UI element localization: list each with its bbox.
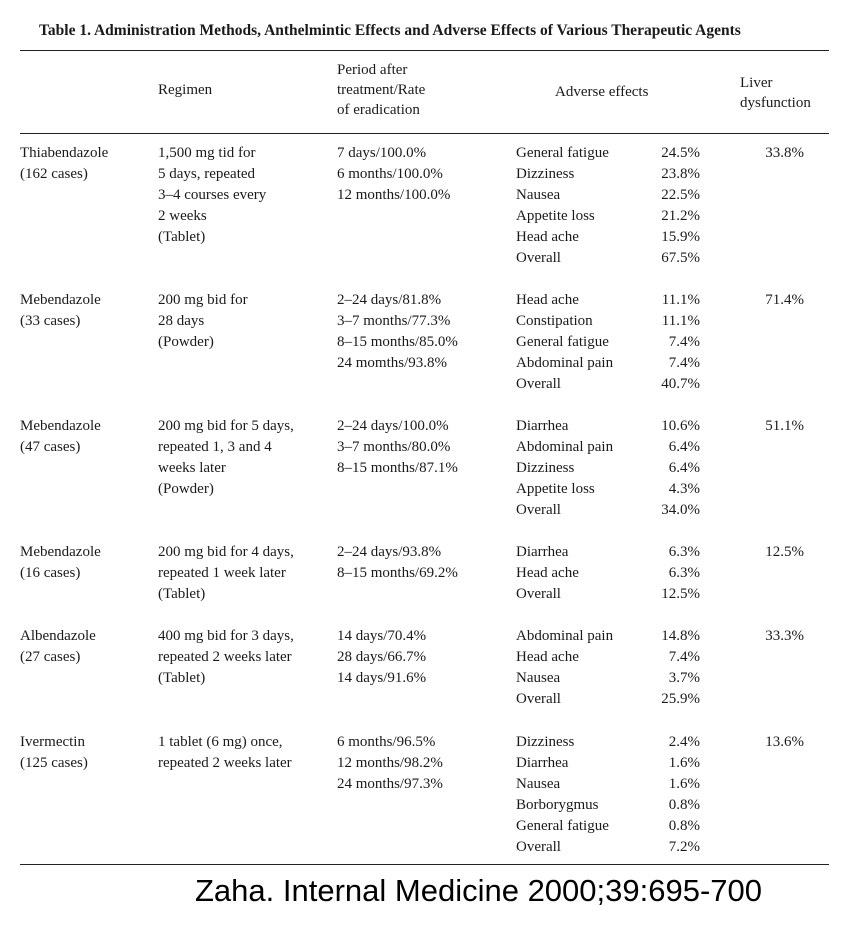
adverse-effect-cell-line: Dizziness [516, 166, 575, 182]
adverse-percent-cell-line: 21.2% [661, 208, 700, 224]
period-cell [337, 542, 458, 584]
drug-cell-line: Mebendazole [20, 544, 101, 560]
adverse-percent-cell-line: 24.5% [661, 145, 700, 161]
drug-cell-line: (47 cases) [20, 439, 81, 455]
regimen-cell-line: 1 tablet (6 mg) once, [158, 734, 283, 750]
adverse-percent-cell [640, 143, 700, 269]
adverse-percent-cell-line: 25.9% [661, 691, 700, 707]
period-cell [337, 143, 450, 206]
drug-cell [20, 732, 88, 774]
adverse-effect-cell-line: Nausea [516, 776, 561, 792]
period-cell-line: 14 days/70.4% [337, 628, 427, 644]
citation: Zaha. Internal Medicine 2000;39:695-700 [195, 873, 763, 908]
adverse-percent-cell-line: 11.1% [661, 313, 700, 329]
header-liver-dysfunction [740, 73, 811, 113]
regimen-cell-line: 2 weeks [158, 208, 207, 224]
adverse-percent-cell [640, 290, 700, 395]
adverse-effect-cell-line: Diarrhea [516, 544, 569, 560]
header-liver-line: Liver [740, 75, 773, 91]
header-regimen: Regimen [158, 82, 213, 98]
regimen-cell-line: repeated 2 weeks later [158, 649, 292, 665]
adverse-percent-cell-line: 0.8% [668, 797, 700, 813]
drug-cell [20, 290, 101, 332]
regimen-cell-line: (Powder) [158, 481, 214, 497]
adverse-effect-cell [516, 143, 609, 269]
adverse-percent-cell [640, 732, 700, 858]
drug-cell-line: (33 cases) [20, 313, 81, 329]
adverse-effect-cell-line: Overall [516, 586, 561, 602]
regimen-cell [158, 542, 294, 605]
adverse-effect-cell-line: Dizziness [516, 460, 575, 476]
header-period-line: Period after [337, 62, 408, 78]
adverse-effect-cell-line: Appetite loss [516, 481, 595, 497]
regimen-cell-line: (Tablet) [158, 586, 206, 602]
regimen-cell-line: weeks later [158, 460, 226, 476]
adverse-effect-cell-line: Overall [516, 376, 561, 392]
adverse-effect-cell-line: Head ache [516, 292, 579, 308]
adverse-percent-cell-line: 40.7% [661, 376, 700, 392]
regimen-cell-line: 200 mg bid for 5 days, [158, 418, 294, 434]
adverse-effect-cell-line: Overall [516, 250, 561, 266]
top-rule [20, 50, 829, 51]
adverse-effect-cell-line: Abdominal pain [516, 628, 614, 644]
period-cell-line: 24 months/97.3% [337, 776, 443, 792]
adverse-percent-cell-line: 2.4% [668, 734, 700, 750]
liver-dysfunction-cell: 51.1% [765, 418, 804, 434]
adverse-percent-cell-line: 7.2% [668, 839, 700, 855]
period-cell [337, 626, 426, 689]
period-cell-line: 3–7 months/80.0% [337, 439, 451, 455]
adverse-percent-cell-line: 15.9% [661, 229, 700, 245]
header-liver-line: dysfunction [740, 95, 811, 111]
drug-cell-line: (27 cases) [20, 649, 81, 665]
period-cell-line: 12 months/100.0% [337, 187, 451, 203]
adverse-percent-cell-line: 1.6% [668, 755, 700, 771]
header-rule [20, 133, 829, 134]
adverse-percent-cell-line: 0.8% [668, 818, 700, 834]
adverse-effect-cell-line: General fatigue [516, 145, 609, 161]
adverse-percent-cell-line: 1.6% [668, 776, 700, 792]
liver-dysfunction-cell: 71.4% [765, 292, 804, 308]
regimen-cell-line: (Tablet) [158, 229, 206, 245]
adverse-effect-cell-line: Head ache [516, 229, 579, 245]
drug-cell-line: Ivermectin [20, 734, 85, 750]
adverse-percent-cell-line: 67.5% [661, 250, 700, 266]
adverse-effect-cell [516, 626, 613, 710]
regimen-cell-line: 3–4 courses every [158, 187, 267, 203]
adverse-percent-cell [640, 416, 700, 521]
header-period-line: treatment/Rate [337, 82, 426, 98]
regimen-cell-line: 1,500 mg tid for [158, 145, 256, 161]
adverse-effect-cell-line: Diarrhea [516, 755, 569, 771]
adverse-effect-cell-line: Nausea [516, 670, 561, 686]
drug-cell-line: (125 cases) [20, 755, 88, 771]
adverse-percent-cell-line: 11.1% [661, 292, 700, 308]
adverse-percent-cell-line: 6.3% [668, 544, 700, 560]
adverse-effect-cell-line: General fatigue [516, 818, 609, 834]
period-cell-line: 28 days/66.7% [337, 649, 427, 665]
regimen-cell-line: (Powder) [158, 334, 214, 350]
period-cell-line: 8–15 months/87.1% [337, 460, 458, 476]
header-adverse-effects: Adverse effects [555, 84, 649, 100]
adverse-effect-cell-line: Diarrhea [516, 418, 569, 434]
regimen-cell-line: (Tablet) [158, 670, 206, 686]
regimen-cell-line: 400 mg bid for 3 days, [158, 628, 294, 644]
regimen-cell-line: repeated 1, 3 and 4 [158, 439, 272, 455]
period-cell-line: 6 months/100.0% [337, 166, 443, 182]
drug-cell-line: Mebendazole [20, 418, 101, 434]
adverse-percent-cell-line: 3.7% [668, 670, 700, 686]
adverse-effect-cell [516, 416, 613, 521]
adverse-percent-cell-line: 7.4% [668, 355, 700, 371]
regimen-cell [158, 290, 248, 353]
adverse-effect-cell-line: Dizziness [516, 734, 575, 750]
period-cell [337, 290, 458, 374]
adverse-effect-cell [516, 542, 579, 605]
period-cell-line: 6 months/96.5% [337, 734, 436, 750]
period-cell-line: 7 days/100.0% [337, 145, 427, 161]
adverse-percent-cell-line: 23.8% [661, 166, 700, 182]
adverse-percent-cell-line: 12.5% [661, 586, 700, 602]
adverse-effect-cell-line: Constipation [516, 313, 593, 329]
adverse-effect-cell-line: General fatigue [516, 334, 609, 350]
liver-dysfunction-cell: 12.5% [765, 544, 804, 560]
period-cell-line: 2–24 days/81.8% [337, 292, 442, 308]
drug-cell-line: Albendazole [20, 628, 96, 644]
adverse-percent-cell-line: 10.6% [661, 418, 700, 434]
regimen-cell [158, 732, 292, 774]
regimen-cell-line: 200 mg bid for 4 days, [158, 544, 294, 560]
period-cell [337, 416, 458, 479]
period-cell-line: 2–24 days/100.0% [337, 418, 449, 434]
header-period [337, 60, 425, 120]
adverse-percent-cell-line: 22.5% [661, 187, 700, 203]
period-cell-line: 12 months/98.2% [337, 755, 443, 771]
drug-cell [20, 416, 101, 458]
adverse-effect-cell-line: Head ache [516, 565, 579, 581]
regimen-cell-line: repeated 2 weeks later [158, 755, 292, 771]
adverse-effect-cell-line: Overall [516, 691, 561, 707]
bottom-rule [20, 864, 829, 865]
drug-cell [20, 626, 96, 668]
drug-cell-line: Thiabendazole [20, 145, 109, 161]
adverse-effect-cell-line: Abdominal pain [516, 439, 614, 455]
adverse-percent-cell [640, 626, 700, 710]
adverse-percent-cell [640, 542, 700, 605]
period-cell-line: 3–7 months/77.3% [337, 313, 451, 329]
adverse-percent-cell-line: 7.4% [668, 649, 700, 665]
regimen-cell-line: 28 days [158, 313, 205, 329]
regimen-cell-line: 200 mg bid for [158, 292, 248, 308]
regimen-cell-line: repeated 1 week later [158, 565, 286, 581]
period-cell-line: 14 days/91.6% [337, 670, 427, 686]
adverse-percent-cell-line: 4.3% [668, 481, 700, 497]
adverse-effect-cell-line: Nausea [516, 187, 561, 203]
adverse-effect-cell-line: Overall [516, 502, 561, 518]
adverse-effect-cell [516, 290, 613, 395]
adverse-effect-cell [516, 732, 609, 858]
adverse-percent-cell-line: 14.8% [661, 628, 700, 644]
period-cell-line: 8–15 months/85.0% [337, 334, 458, 350]
drug-cell [20, 143, 108, 185]
liver-dysfunction-cell: 33.3% [765, 628, 804, 644]
adverse-effect-cell-line: Head ache [516, 649, 579, 665]
adverse-effect-cell-line: Appetite loss [516, 208, 595, 224]
drug-cell [20, 542, 101, 584]
adverse-effect-cell-line: Abdominal pain [516, 355, 614, 371]
regimen-cell [158, 626, 294, 689]
adverse-effect-cell-line: Borborygmus [516, 797, 599, 813]
drug-cell-line: (162 cases) [20, 166, 88, 182]
regimen-cell [158, 416, 294, 500]
adverse-percent-cell-line: 6.4% [668, 460, 700, 476]
liver-dysfunction-cell: 13.6% [765, 734, 804, 750]
period-cell-line: 2–24 days/93.8% [337, 544, 442, 560]
adverse-percent-cell-line: 6.3% [668, 565, 700, 581]
table-title: Table 1. Administration Methods, Anthelmintic Effects and Adverse Effects of Various Therapeutic Agents [39, 22, 741, 39]
drug-cell-line: Mebendazole [20, 292, 101, 308]
header-period-line: of eradication [337, 102, 420, 118]
adverse-effect-cell-line: Overall [516, 839, 561, 855]
period-cell-line: 24 momths/93.8% [337, 355, 448, 371]
period-cell-line: 8–15 months/69.2% [337, 565, 458, 581]
adverse-percent-cell-line: 34.0% [661, 502, 700, 518]
period-cell [337, 732, 443, 795]
liver-dysfunction-cell: 33.8% [765, 145, 804, 161]
regimen-cell [158, 143, 266, 248]
adverse-percent-cell-line: 7.4% [668, 334, 700, 350]
adverse-percent-cell-line: 6.4% [668, 439, 700, 455]
drug-cell-line: (16 cases) [20, 565, 81, 581]
regimen-cell-line: 5 days, repeated [158, 166, 256, 182]
